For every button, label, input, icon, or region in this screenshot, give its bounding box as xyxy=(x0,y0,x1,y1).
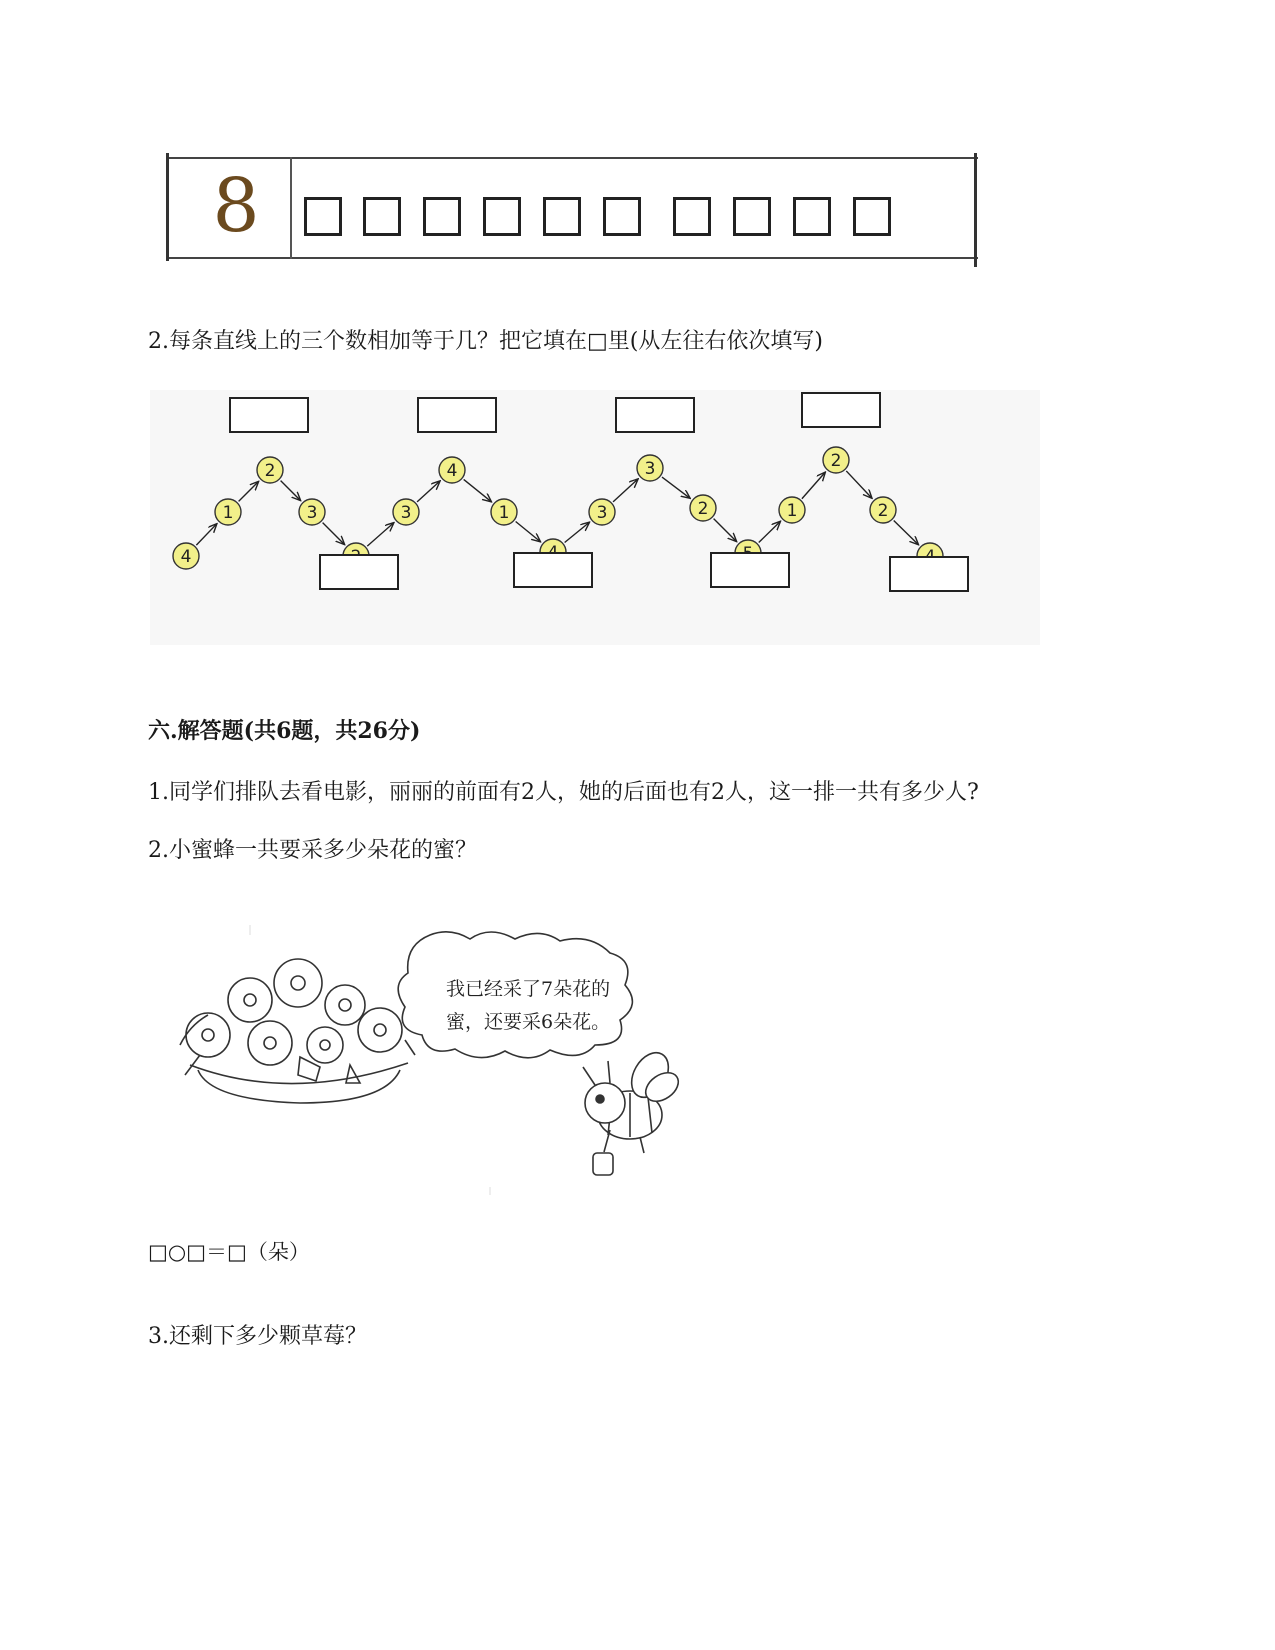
bubble-line-1: 我已经采了7朵花的 xyxy=(446,978,611,1000)
sum-answer-box[interactable] xyxy=(320,555,398,589)
box-left-border xyxy=(166,153,169,261)
answer-square[interactable] xyxy=(853,197,891,236)
bee-image xyxy=(583,1046,684,1175)
circle-number: 3 xyxy=(596,503,608,523)
answer-square[interactable] xyxy=(793,197,831,236)
speech-bubble xyxy=(398,932,632,1058)
sum-answer-box[interactable] xyxy=(711,553,789,587)
circle-number: 3 xyxy=(644,459,656,479)
box-divider xyxy=(290,157,292,259)
circle-number: 4 xyxy=(446,461,458,481)
number-decomposition-box xyxy=(166,157,978,267)
answer-square[interactable] xyxy=(304,197,342,236)
circle-number: 1 xyxy=(498,503,510,523)
answer-square[interactable] xyxy=(733,197,771,236)
question-3-strawberries: 3.还剩下多少颗草莓？ xyxy=(148,1324,367,1349)
zigzag-sum-diagram xyxy=(150,390,1040,645)
question-2-zigzag: 2.每条直线上的三个数相加等于几？把它填在□里(从左往右依次填写) xyxy=(148,329,823,354)
answer-square[interactable] xyxy=(423,197,461,236)
question-1-line-up: 1.同学们排队去看电影，丽丽的前面有2人，她的后面也有2人，这一排一共有多少人? xyxy=(148,780,979,805)
sum-answer-box[interactable] xyxy=(616,398,694,432)
sum-answer-box[interactable] xyxy=(514,553,592,587)
sum-answer-box[interactable] xyxy=(802,393,880,427)
circle-number: 4 xyxy=(180,547,192,567)
circle-number: 3 xyxy=(306,503,318,523)
box-bottom-border xyxy=(166,257,978,259)
circle-number: 2 xyxy=(830,451,842,471)
circle-number: 1 xyxy=(786,501,798,521)
sum-answer-box[interactable] xyxy=(890,557,968,591)
circle-number: 2 xyxy=(697,499,709,519)
sum-answer-box[interactable] xyxy=(230,398,308,432)
sum-answer-box[interactable] xyxy=(418,398,496,432)
flower-basket-image xyxy=(180,959,415,1103)
answer-square[interactable] xyxy=(603,197,641,236)
target-number: 8 xyxy=(212,163,260,249)
answer-square[interactable] xyxy=(543,197,581,236)
question-2-bee: 2.小蜜蜂一共要采多少朵花的蜜？ xyxy=(148,838,477,863)
bee-flowers-illustration xyxy=(150,925,730,1200)
box-top-border xyxy=(166,157,978,159)
circle-number: 3 xyxy=(400,503,412,523)
bubble-line-2: 蜜，还要采6朵花。 xyxy=(446,1011,611,1033)
circle-number: 2 xyxy=(264,461,276,481)
equation-blank: □○□＝□（朵） xyxy=(148,1240,310,1264)
box-right-border xyxy=(974,153,977,267)
circle-number: 2 xyxy=(877,501,889,521)
circle-number: 1 xyxy=(222,503,234,523)
answer-square[interactable] xyxy=(673,197,711,236)
section-6-title: 六.解答题(共6题，共26分) xyxy=(148,718,421,744)
answer-square[interactable] xyxy=(363,197,401,236)
answer-square[interactable] xyxy=(483,197,521,236)
